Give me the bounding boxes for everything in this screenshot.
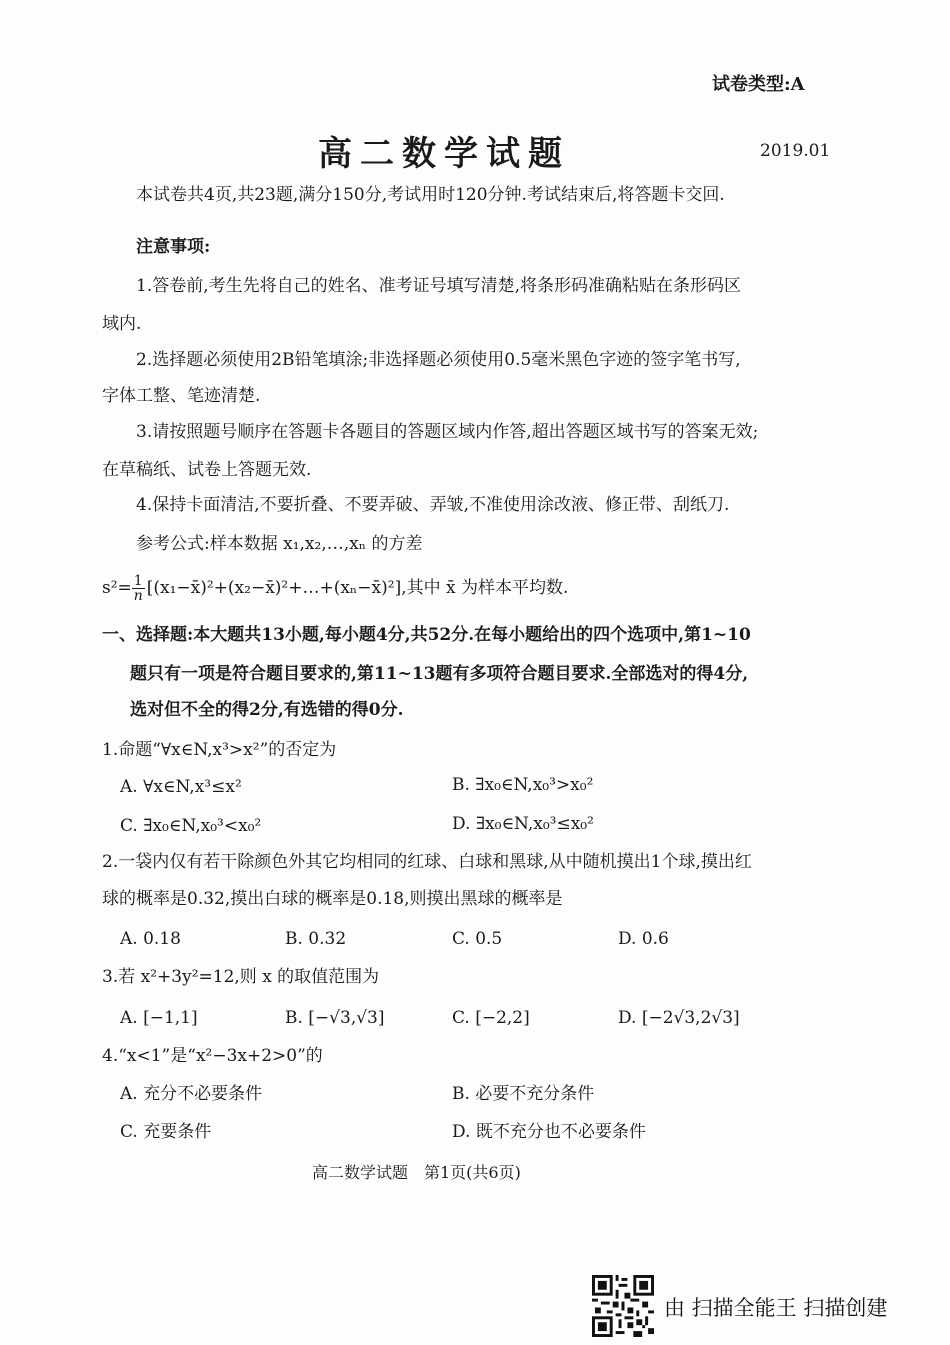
notice-3a: 3.请按照题号顺序在答题卡各题目的答题区域内作答,超出答题区域书写的答案无效; — [136, 422, 759, 442]
q2-option-c: C. 0.5 — [452, 929, 503, 949]
notice-1b: 域内. — [102, 314, 142, 334]
q4-option-a: A. 充分不必要条件 — [120, 1084, 263, 1104]
q3-option-d: D. [−2√3,2√3] — [618, 1008, 740, 1028]
q2-option-b: B. 0.32 — [285, 929, 347, 949]
page-footer: 高二数学试题 第1页(共6页) — [312, 1163, 521, 1182]
q3-option-a: A. [−1,1] — [120, 1008, 198, 1028]
notice-1a: 1.答卷前,考生先将自己的姓名、准考证号填写清楚,将条形码准确粘贴在条形码区 — [136, 276, 742, 296]
notice-4: 4.保持卡面清洁,不要折叠、不要弄破、弄皱,不准使用涂改液、修正带、刮纸刀. — [136, 495, 730, 515]
q1-option-b: B. ∃x₀∈N,x₀³>x₀² — [452, 775, 594, 795]
q1-stem: 1.命题“∀x∈N,x³>x²”的否定为 — [102, 740, 337, 760]
q4-option-c: C. 充要条件 — [120, 1122, 212, 1142]
intro-text: 本试卷共4页,共23题,满分150分,考试用时120分钟.考试结束后,将答题卡交回. — [136, 185, 725, 205]
qr-code-icon — [592, 1275, 654, 1337]
paper-type: 试卷类型:A — [712, 74, 805, 95]
notice-3b: 在草稿纸、试卷上答题无效. — [102, 460, 312, 480]
section1-line2: 题只有一项是符合题目要求的,第11~13题有多项符合题目要求.全部选对的得4分, — [130, 664, 749, 684]
q2-stem-2: 球的概率是0.32,摸出白球的概率是0.18,则摸出黑球的概率是 — [102, 889, 563, 909]
formula-lhs: s²= — [102, 578, 132, 598]
section1-line3: 选对但不全的得2分,有选错的得0分. — [130, 700, 404, 720]
q4-option-d: D. 既不充分也不必要条件 — [452, 1122, 646, 1142]
q2-option-d: D. 0.6 — [618, 929, 669, 949]
notice-2b: 字体工整、笔迹清楚. — [102, 386, 261, 406]
q3-option-c: C. [−2,2] — [452, 1008, 530, 1028]
page-title: 高二数学试题 — [318, 134, 570, 174]
section1-line1: 一、选择题:本大题共13小题,每小题4分,共52分.在每小题给出的四个选项中,第1~10 — [102, 625, 751, 645]
notice-title: 注意事项: — [136, 237, 211, 257]
q2-stem-1: 2.一袋内仅有若干除颜色外其它均相同的红球、白球和黑球,从中随机摸出1个球,摸出红 — [102, 852, 752, 872]
formula-fraction — [132, 574, 145, 603]
q1-option-d: D. ∃x₀∈N,x₀³≤x₀² — [452, 814, 594, 834]
q3-stem: 3.若 x²+3y²=12,则 x 的取值范围为 — [102, 967, 380, 987]
fraction-numerator: 1 — [133, 573, 143, 589]
formula-intro: 参考公式:样本数据 x₁,x₂,…,xₙ 的方差 — [136, 534, 423, 554]
formula-body: [(x₁−x̄)²+(x₂−x̄)²+…+(xₙ−x̄)²],其中 x̄ 为样本平均数. — [146, 578, 569, 598]
fraction-denominator: n — [133, 588, 143, 604]
q4-stem: 4.“x<1”是“x²−3x+2>0”的 — [102, 1046, 323, 1066]
q3-option-b: B. [−√3,√3] — [285, 1008, 385, 1028]
notice-2a: 2.选择题必须使用2B铅笔填涂;非选择题必须使用0.5毫米黑色字迹的签字笔书写, — [136, 350, 741, 370]
q1-option-c: C. ∃x₀∈N,x₀³<x₀² — [120, 816, 262, 836]
exam-date: 2019.01 — [760, 141, 831, 161]
q4-option-b: B. 必要不充分条件 — [452, 1084, 595, 1104]
q2-option-a: A. 0.18 — [120, 929, 181, 949]
q1-option-a: A. ∀x∈N,x³≤x² — [120, 777, 242, 797]
scanner-watermark: 由 扫描全能王 扫描创建 — [664, 1296, 888, 1320]
variance-formula — [102, 574, 568, 603]
